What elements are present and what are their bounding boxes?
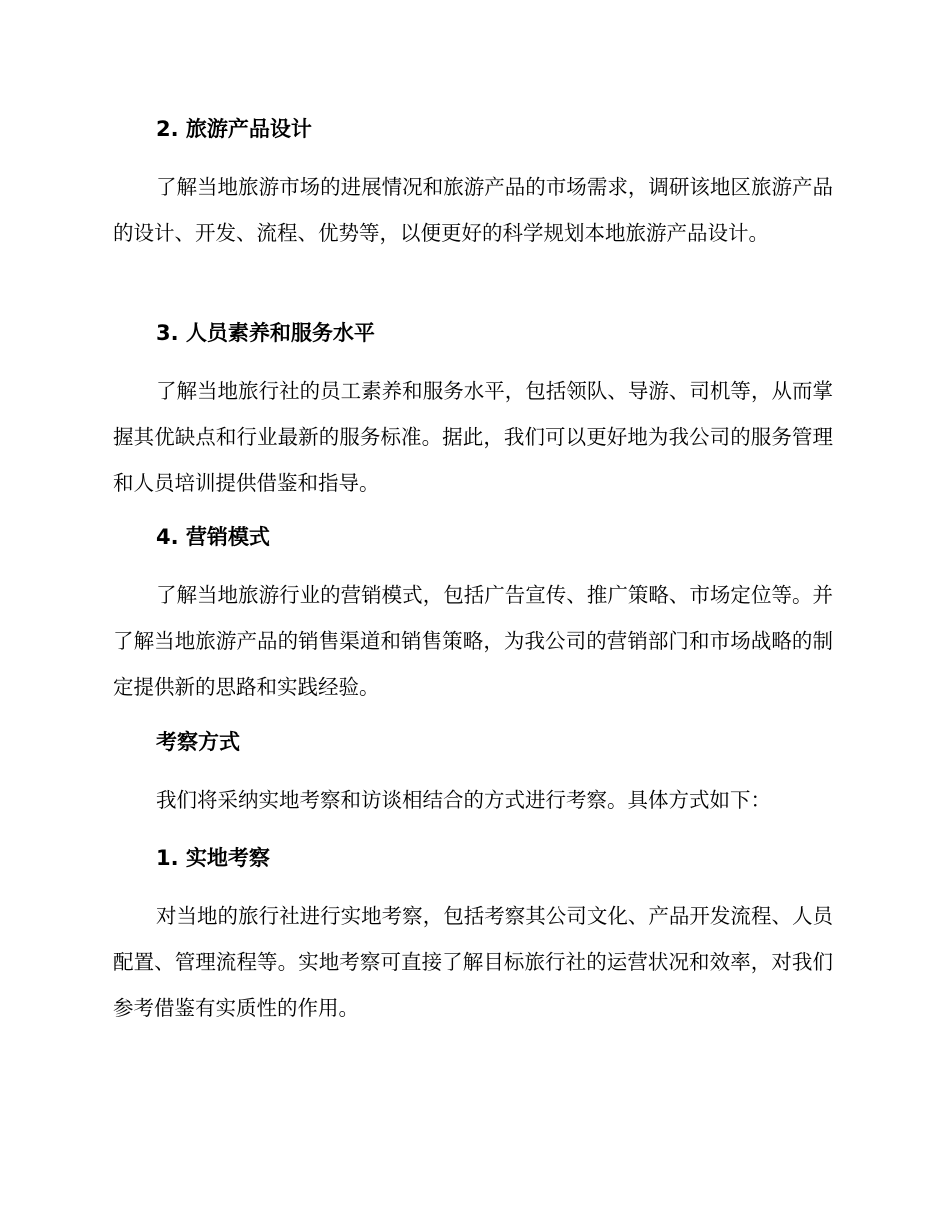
section-heading-staff-service: 3. 人员素养和服务水平 (156, 321, 375, 345)
section-paragraph-field-visit: 对当地的旅行社进行实地考察，包括考察其公司文化、产品开发流程、人员配置、管理流程等。实地考察可直接了解目标旅行社的运营状况和效率，对我们参考借鉴有实质性的作用。 (113, 904, 833, 1020)
section-heading-product-design: 2. 旅游产品设计 (156, 117, 312, 141)
section-paragraph-product-design: 了解当地旅游市场的进展情况和旅游产品的市场需求，调研该地区旅游产品的设计、开发、流程、优势等，以便更好的科学规划本地旅游产品设计。 (113, 175, 833, 245)
section-heading-marketing: 4. 营销模式 (156, 525, 270, 549)
section-heading-field-visit: 1. 实地考察 (156, 846, 270, 870)
section-heading-method: 考察方式 (156, 730, 240, 754)
section-paragraph-marketing: 了解当地旅游行业的营销模式，包括广告宣传、推广策略、市场定位等。并了解当地旅游产品的销售渠道和销售策略，为我公司的营销部门和市场战略的制定提供新的思路和实践经验。 (113, 583, 833, 699)
section-paragraph-staff-service: 了解当地旅行社的员工素养和服务水平，包括领队、导游、司机等，从而掌握其优缺点和行业最新的服务标准。据此，我们可以更好地为我公司的服务管理和人员培训提供借鉴和指导。 (113, 379, 833, 495)
section-paragraph-method: 我们将采纳实地考察和访谈相结合的方式进行考察。具体方式如下： (156, 788, 771, 812)
